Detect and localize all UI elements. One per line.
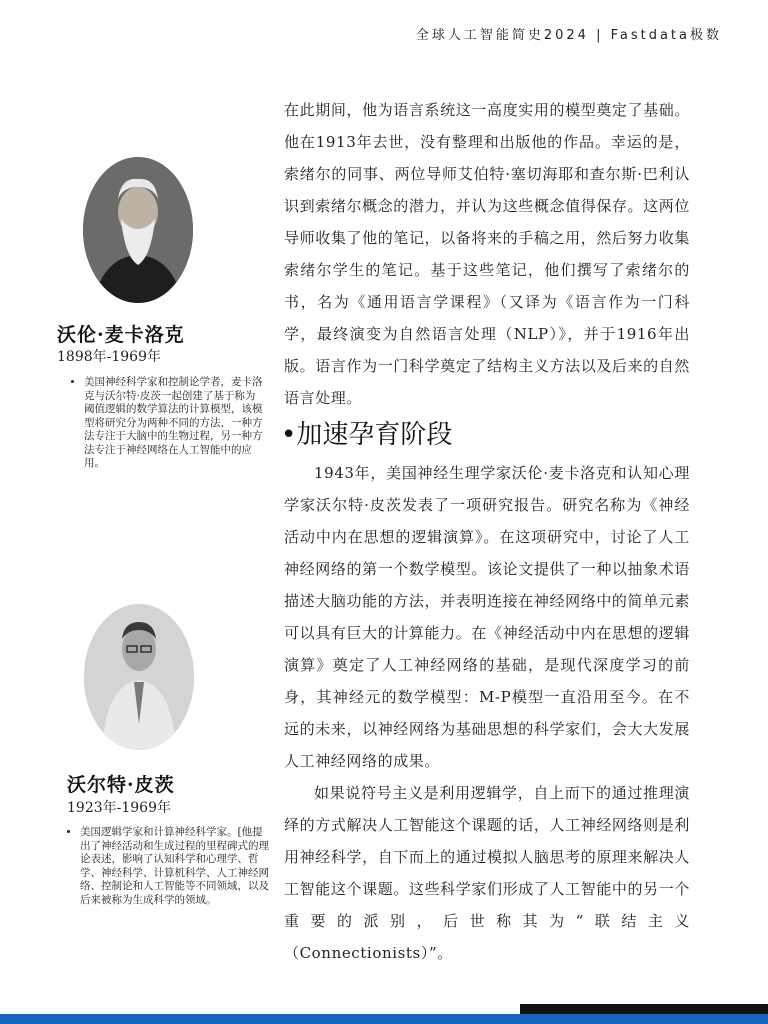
paragraph-connectionism: 如果说符号主义是利用逻辑学，自上而下的通过推理演绎的方式解决人工智能这个课题的话，人工神经网络则是利用神经科学，自下而上的通过模拟人脑思考的原理来解决人工智能这个课题。这些科学家们形成了人工智能中的另一个重要的派别，后世称其为“联结主义（Connectionists）”。 (284, 784, 690, 962)
main-text-block-2 (284, 457, 690, 969)
portrait-pitts (84, 604, 194, 750)
bio-description: • 美国神经科学家和控制论学者，麦卡洛克与沃尔特·皮茨一起创建了基于称为阈值逻辑的数学算法的计算模型，该模型将研究分为两种不同的方法，一种方法专注于大脑中的生物过程，另一种方法专注于神经网络在人工智能中的应用。 (84, 376, 264, 471)
portrait-mcculloch (83, 157, 193, 303)
page-header: 全球人工智能简史2024 | Fastdata极数 (415, 28, 722, 43)
section-title: •加速孕育阶段 (281, 420, 453, 450)
bio-years: 1898年-1969年 (57, 349, 161, 365)
bio-description: • 美国逻辑学家和计算神经科学家。[他提出了神经活动和生成过程的里程碑式的理论表述，影响了认知科学和心理学、哲学、神经科学、计算机科学、人工神经网络、控制论和人工智能等不同领域，以及后来被称为生成科学的领域。 (80, 826, 270, 907)
bio-years: 1923年-1969年 (67, 800, 171, 816)
main-text-block-1 (284, 94, 690, 414)
footer-accent-bar (0, 1014, 768, 1024)
bio-description-list (64, 826, 270, 907)
bio-name: 沃尔特·皮茨 (67, 774, 175, 796)
paragraph-mp-model: 1943年，美国神经生理学家沃伦·麦卡洛克和认知心理学家沃尔特·皮茨发表了一项研究报告。研究名称为《神经活动中内在思想的逻辑演算》。在这项研究中，讨论了人工神经网络的第一个数学模型。该论文提供了一种以抽象术语描述大脑功能的方法，并表明连接在神经网络中的简单元素可以具有巨大的计算能力。在《神经活动中内在思想的逻辑演算》奠定了人工神经网络的基础，是现代深度学习的前身，其神经元的数学模型：M-P模型一直沿用至今。在不远的未来，以神经网络为基础思想的科学家们，会大大发展人工神经网络的成果。 (284, 464, 690, 770)
paragraph-saussure: 在此期间，他为语言系统这一高度实用的模型奠定了基础。他在1913年去世，没有整理和出版他的作品。幸运的是，索绪尔的同事、两位导师艾伯特·塞切海耶和查尔斯·巴利认识到索绪尔概念的潜力，并认为这些概念值得保存。这两位导师收集了他的笔记，以备将来的手稿之用，然后努力收集索绪尔学生的笔记。基于这些笔记，他们撰写了索绪尔的书，名为《通用语言学课程》（又译为《语言作为一门科学，最终演变为自然语言处理（NLP）》，并于1916年出版。语言作为一门科学奠定了结构主义方法以及后来的自然语言处理。 (284, 101, 690, 407)
bio-description-list (68, 376, 264, 471)
bio-name: 沃伦·麦卡洛克 (57, 324, 185, 346)
